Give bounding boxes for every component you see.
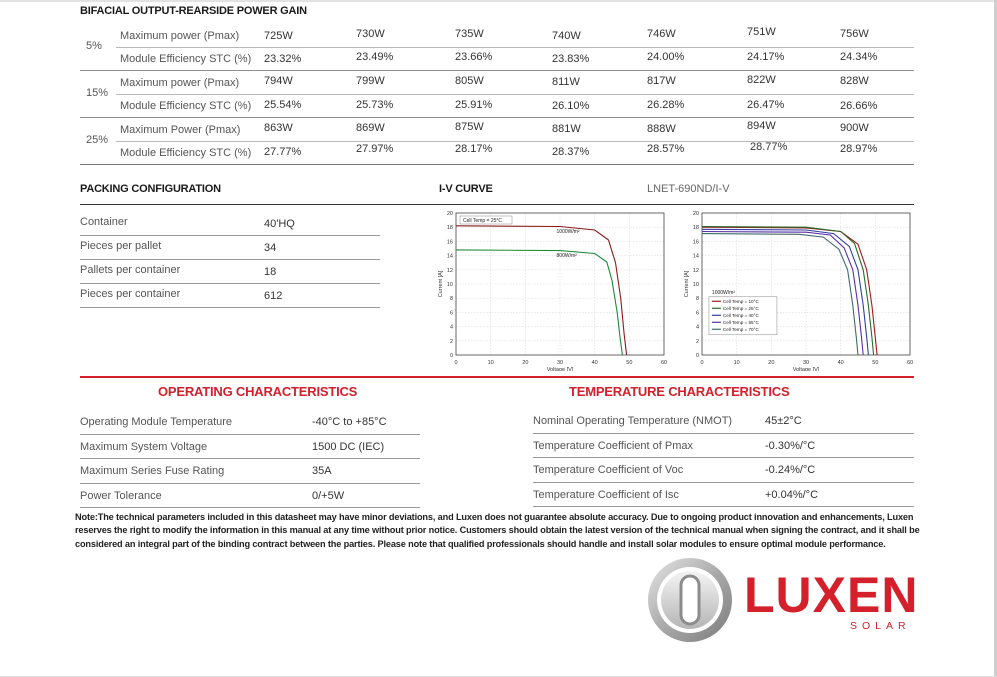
y-tick-label: 8	[449, 296, 453, 303]
y-tick-label: 4	[449, 324, 453, 331]
x-axis-label: Voltage [V]	[792, 367, 820, 371]
bifacial-group	[80, 24, 914, 71]
temperature-row	[533, 483, 914, 508]
operating-row	[80, 459, 420, 484]
y-tick-label: 6	[695, 310, 699, 317]
cell-value: 888W	[647, 123, 676, 135]
y-tick-label: 14	[692, 253, 699, 260]
x-tick-label: 0	[454, 360, 458, 366]
cell-value: 27.77%	[264, 146, 302, 158]
cell-value: 23.66%	[455, 51, 493, 63]
row-value: +0.04%/°C	[765, 488, 819, 501]
bifacial-row	[116, 24, 914, 48]
legend-label: Cell Temp = 70°C	[722, 326, 759, 332]
annotation-label: 1000W/m²	[556, 228, 580, 235]
x-tick-label: 30	[556, 360, 564, 366]
iv-model: LNET-690ND/I-V	[647, 183, 730, 195]
y-tick-label: 2	[449, 338, 453, 345]
packing-row	[80, 284, 380, 308]
cell-value: 27.97%	[356, 143, 394, 155]
bifacial-pct: 15%	[86, 87, 109, 99]
cell-value: 23.49%	[356, 51, 394, 63]
y-tick-label: 6	[449, 310, 453, 317]
x-tick-label: 60	[660, 360, 668, 366]
top-border	[0, 0, 997, 2]
y-tick-label: 16	[692, 239, 699, 246]
cell-value: 746W	[647, 28, 676, 40]
cell-value: 26.47%	[747, 99, 785, 111]
x-tick-label: 10	[487, 360, 494, 366]
legend-label: Cell Temp = 25°C	[722, 305, 759, 311]
x-tick-label: 0	[700, 360, 704, 366]
packing-title: PACKING CONFIGURATION	[80, 183, 221, 195]
row-label: Module Efficiency STC (%)	[120, 53, 252, 65]
cell-value: 24.17%	[747, 51, 785, 63]
row-label: Operating Module Temperature	[80, 416, 233, 428]
legend-label: Cell Temp = 40°C	[722, 312, 759, 318]
cell-value: 23.32%	[264, 53, 302, 65]
operating-title: OPERATING CHARACTERISTICS	[158, 384, 358, 399]
row-value: -0.30%/°C	[765, 439, 816, 452]
y-tick-label: 10	[692, 282, 699, 288]
cell-value: 28.77%	[750, 141, 788, 153]
packing-row	[80, 212, 380, 236]
y-tick-label: 2	[695, 338, 699, 345]
bifacial-row	[116, 94, 914, 117]
row-value: 612	[264, 290, 283, 302]
operating-row	[80, 410, 420, 435]
cell-value: 24.00%	[647, 51, 685, 63]
x-tick-label: 50	[626, 360, 633, 366]
bifacial-table	[80, 24, 914, 165]
x-tick-label: 30	[802, 360, 810, 366]
packing-row	[80, 236, 380, 260]
brand-subtitle: SOLAR	[850, 620, 911, 632]
row-value: -40°C to +85°C	[312, 416, 387, 428]
legend-label: Cell Temp = 55°C	[722, 319, 759, 325]
row-label: Maximum power (Pmax)	[120, 30, 240, 42]
bifacial-row	[116, 118, 914, 142]
y-tick-label: 12	[692, 267, 699, 274]
row-label: Pieces per container	[80, 288, 181, 300]
cell-value: 805W	[455, 75, 484, 87]
cell-value: 817W	[647, 75, 676, 87]
bifacial-row	[116, 141, 914, 164]
y-tick-label: 10	[446, 282, 453, 288]
y-axis-label: Current [A]	[438, 270, 444, 298]
packing-row	[80, 260, 380, 284]
brand-name: LUXEN	[744, 567, 919, 623]
y-tick-label: 14	[446, 253, 453, 260]
iv-chart-temperature	[680, 205, 920, 371]
x-axis-label: Voltage [V]	[546, 367, 574, 371]
cell-value: 811W	[552, 76, 580, 88]
row-label: Maximum power (Pmax)	[120, 77, 240, 89]
cell-value: 881W	[552, 123, 581, 135]
packing-table	[80, 212, 380, 308]
cell-value: 28.97%	[840, 143, 878, 155]
cell-value: 25.91%	[455, 99, 493, 111]
iv-title: I-V CURVE	[439, 183, 493, 195]
bifacial-title: BIFACIAL OUTPUT-REARSIDE POWER GAIN	[80, 5, 307, 17]
bifacial-group	[80, 118, 914, 165]
row-label: Temperature Coefficient of Voc	[533, 464, 684, 476]
cell-value: 24.34%	[840, 51, 878, 63]
cell-value: 26.10%	[552, 100, 590, 112]
iv-chart-irradiance-svg	[434, 205, 674, 371]
x-tick-label: 60	[906, 360, 914, 366]
temperature-table	[533, 409, 914, 507]
y-tick-label: 20	[692, 211, 699, 217]
y-tick-label: 20	[446, 211, 453, 217]
row-label: Module Efficiency STC (%)	[120, 147, 252, 159]
bifacial-pct: 25%	[86, 134, 109, 146]
cell-value: 828W	[840, 75, 869, 87]
row-label: Maximum Power (Pmax)	[120, 124, 241, 136]
cell-value: 799W	[356, 75, 385, 87]
legend-label: Cell Temp = 10°C	[722, 298, 759, 304]
cell-value: 26.28%	[647, 99, 685, 111]
row-label: Container	[80, 216, 128, 228]
red-divider	[80, 376, 914, 378]
x-tick-label: 50	[872, 360, 879, 366]
row-label: Power Tolerance	[80, 489, 162, 502]
temperature-row	[533, 409, 914, 434]
bifacial-row	[116, 47, 914, 70]
cell-value: 863W	[264, 122, 293, 134]
iv-chart-temperature-svg	[680, 205, 920, 371]
x-tick-label: 40	[837, 360, 844, 366]
cell-value: 26.66%	[840, 100, 878, 112]
row-value: -0.24%/°C	[765, 464, 816, 476]
row-label: Pieces per pallet	[80, 240, 162, 252]
row-value: 0/+5W	[312, 489, 345, 502]
row-value: 1500 DC (IEC)	[312, 440, 385, 453]
series-line	[456, 226, 627, 355]
cell-value: 822W	[747, 74, 776, 86]
y-tick-label: 4	[695, 324, 699, 331]
x-tick-label: 20	[768, 360, 775, 366]
operating-row	[80, 484, 420, 509]
cell-value: 794W	[264, 75, 293, 87]
legend-title: 1000W/m²	[711, 289, 735, 296]
bifacial-group	[80, 71, 914, 118]
y-tick-label: 18	[446, 225, 453, 232]
cell-value: 869W	[356, 122, 385, 134]
cell-value: 735W	[455, 28, 484, 40]
y-tick-label: 12	[446, 267, 453, 274]
temperature-row	[533, 434, 914, 459]
row-value: 35A	[312, 465, 332, 477]
bifacial-pct: 5%	[86, 40, 102, 52]
annotation-label: 800W/m²	[556, 253, 577, 260]
row-label: Nominal Operating Temperature (NMOT)	[533, 415, 733, 427]
row-label: Pallets per container	[80, 264, 181, 276]
row-label: Temperature Coefficient of Pmax	[533, 439, 693, 452]
cell-value: 900W	[840, 122, 869, 134]
cell-value: 894W	[747, 120, 776, 132]
row-value: 45±2°C	[765, 415, 802, 427]
operating-table	[80, 410, 420, 508]
cell-value: 730W	[356, 28, 385, 40]
bifacial-row	[116, 71, 914, 95]
cell-value: 28.17%	[455, 143, 493, 155]
cell-value: 28.57%	[647, 143, 685, 155]
x-tick-label: 20	[522, 360, 529, 366]
temperature-row	[533, 458, 914, 483]
cell-value: 25.54%	[264, 99, 302, 111]
cell-value: 740W	[552, 30, 581, 42]
x-tick-label: 10	[733, 360, 740, 366]
cell-value: 751W	[747, 26, 776, 38]
y-axis-label: Current [A]	[684, 270, 690, 298]
iv-chart-irradiance	[434, 205, 674, 371]
cell-value: 28.37%	[552, 146, 590, 158]
y-tick-label: 0	[449, 353, 453, 359]
y-tick-label: 8	[695, 296, 699, 303]
row-label: Temperature Coefficient of Isc	[533, 488, 679, 501]
y-tick-label: 0	[695, 353, 699, 359]
row-label: Maximum Series Fuse Rating	[80, 465, 225, 477]
cell-value: 725W	[264, 30, 293, 42]
cell-value: 23.83%	[552, 53, 590, 65]
series-line	[456, 250, 622, 355]
row-value: 34	[264, 242, 277, 254]
legal-note: Note:The technical parameters included in this datasheet may have minor deviations, and Luxen does not guarantee absolute accuracy. Due to ongoing product innovation and enhancements, Luxen reserves the right to modify the information in this manual at any time without prior notice. Customers should obtain the latest version of the technical manual when signing the contract, and it shall be considered an integral part of the binding contract between the parties. Please note that qualified professionals should handle and install solar modules to ensure optimal module performance.	[75, 512, 920, 549]
temperature-title: TEMPERATURE CHARACTERISTICS	[569, 384, 790, 399]
cell-value: 25.73%	[356, 99, 394, 111]
row-label: Maximum System Voltage	[80, 440, 208, 453]
operating-row	[80, 435, 420, 460]
legend-label: Cell Temp = 25°C	[463, 218, 503, 224]
x-tick-label: 40	[591, 360, 598, 366]
cell-value: 875W	[455, 121, 484, 133]
cell-value: 756W	[840, 28, 869, 40]
row-label: Module Efficiency STC (%)	[120, 100, 252, 112]
y-tick-label: 16	[446, 239, 453, 246]
y-tick-label: 18	[692, 225, 699, 232]
row-value: 18	[264, 266, 277, 278]
row-value: 40'HQ	[264, 218, 295, 230]
